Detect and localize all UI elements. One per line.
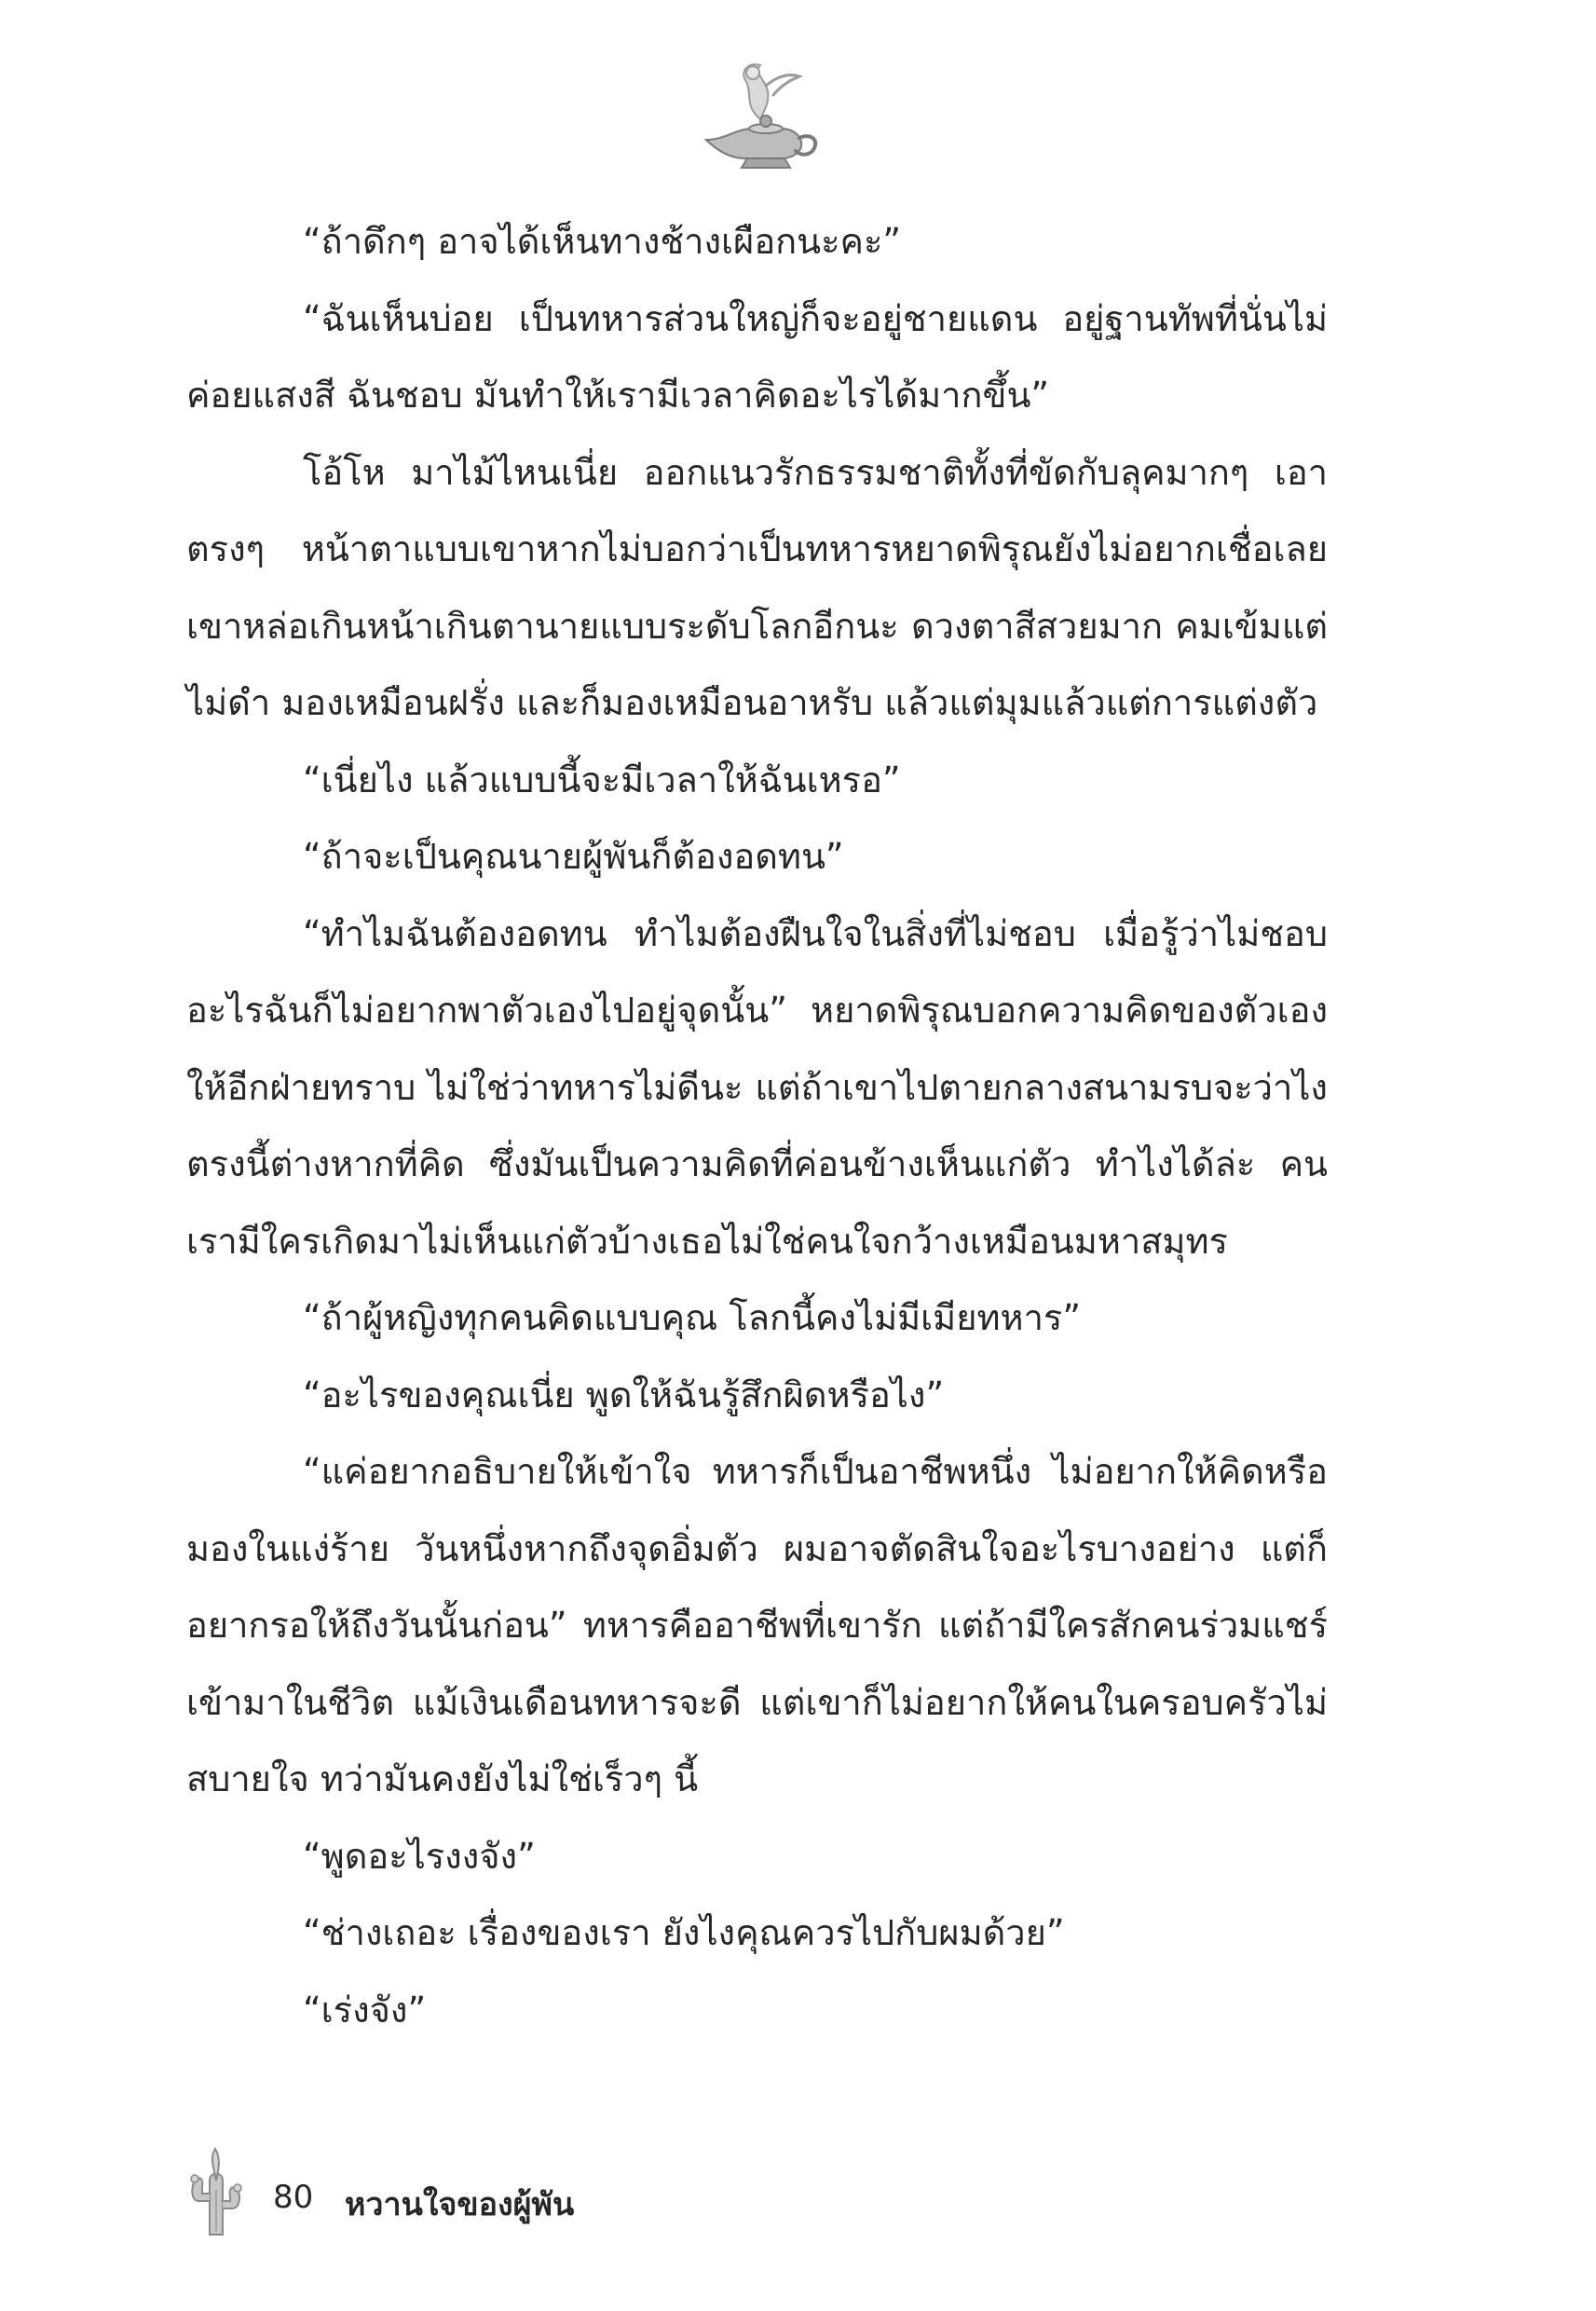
paragraph: “ช่างเถอะ เรื่องของเรา ยังไงคุณควรไปกับผมด้วย” xyxy=(303,1912,1065,1953)
paragraph: “อะไรของคุณเนี่ย พูดให้ฉันรู้สึกผิดหรือไง” xyxy=(303,1374,945,1415)
paragraph: “ถ้าจะเป็นคุณนายผู้พันก็ต้องอดทน” xyxy=(303,836,844,877)
cactus-icon xyxy=(182,2143,247,2236)
lamp-with-genie-icon xyxy=(688,54,827,175)
body-text xyxy=(186,203,1328,2048)
paragraph: “เนี่ยไง แล้วแบบนี้จะมีเวลาให้ฉันเหรอ” xyxy=(303,759,901,800)
page-number: 80 xyxy=(273,2179,314,2216)
paragraph: “ถ้าผู้หญิงทุกคนคิดแบบคุณ โลกนี้คงไม่มีเมียทหาร” xyxy=(303,1297,1082,1338)
paragraph: “แค่อยากอธิบายให้เข้าใจ ทหารก็เป็นอาชีพหนึ่ง ไม่อยากให้คิดหรือมองในแง่ร้าย วันหนึ่งหากถึงจุดอิ่มตัว ผมอาจตัดสินใจอะไรบางอย่าง แต่ก็อยากรอให้ถึงวันนั้นก่อน” ทหารคืออาชีพที่เขารัก แต่ถ้ามีใครสักคนร่วมแชร์เข้ามาในชีวิต แม้เงินเดือนทหารจะดี แต่เขาก็ไม่อยากให้คนในครอบครัวไม่สบายใจ ทว่ามันคงยังไม่ใช่เร็วๆ นี้ xyxy=(186,1451,1328,1799)
paragraph: “ฉันเห็นบ่อย เป็นทหารส่วนใหญ่ก็จะอยู่ชายแดน อยู่ฐานทัพที่นั่นไม่ค่อยแสงสี ฉันชอบ มันทำให้เรามีเวลาคิดอะไรได้มากขึ้น” xyxy=(186,297,1328,416)
book-title: หวานใจของผู้พัน xyxy=(345,2186,575,2223)
paragraph: โอ้โห มาไม้ไหนเนี่ย ออกแนวรักธรรมชาติทั้งที่ขัดกับลุคมากๆ เอาตรงๆ หน้าตาแบบเขาหากไม่บอกว่าเป็นทหารหยาดพิรุณยังไม่อยากเชื่อเลย เขาหล่อเกินหน้าเกินตานายแบบระดับโลกอีกนะ ดวงตาสีสวยมาก คมเข้มแต่ไม่ดำ มองเหมือนฝรั่ง และก็มองเหมือนอาหรับ แล้วแต่มุมแล้วแต่การแต่งตัว xyxy=(186,451,1328,723)
paragraph: “ถ้าดึกๆ อาจได้เห็นทางช้างเผือกนะคะ” xyxy=(303,221,902,262)
page-footer xyxy=(182,2143,834,2246)
paragraph: “พูดอะไรงงจัง” xyxy=(303,1835,536,1877)
paragraph: “ทำไมฉันต้องอดทน ทำไมต้องฝืนใจในสิ่งที่ไม่ชอบ เมื่อรู้ว่าไม่ชอบอะไรฉันก็ไม่อยากพาตัวเองไปอยู่จุดนั้น” หยาดพิรุณบอกความคิดของตัวเองให้อีกฝ่ายทราบ ไม่ใช่ว่าทหารไม่ดีนะ แต่ถ้าเขาไปตายกลางสนามรบจะว่าไง ตรงนี้ต่างหากที่คิด ซึ่งมันเป็นความคิดที่ค่อนข้างเห็นแก่ตัว ทำไงได้ล่ะ คนเรามีใครเกิดมาไม่เห็นแก่ตัวบ้างเธอไม่ใช่คนใจกว้างเหมือนมหาสมุทร xyxy=(186,912,1328,1262)
paragraph: “เร่งจัง” xyxy=(303,1989,427,2031)
